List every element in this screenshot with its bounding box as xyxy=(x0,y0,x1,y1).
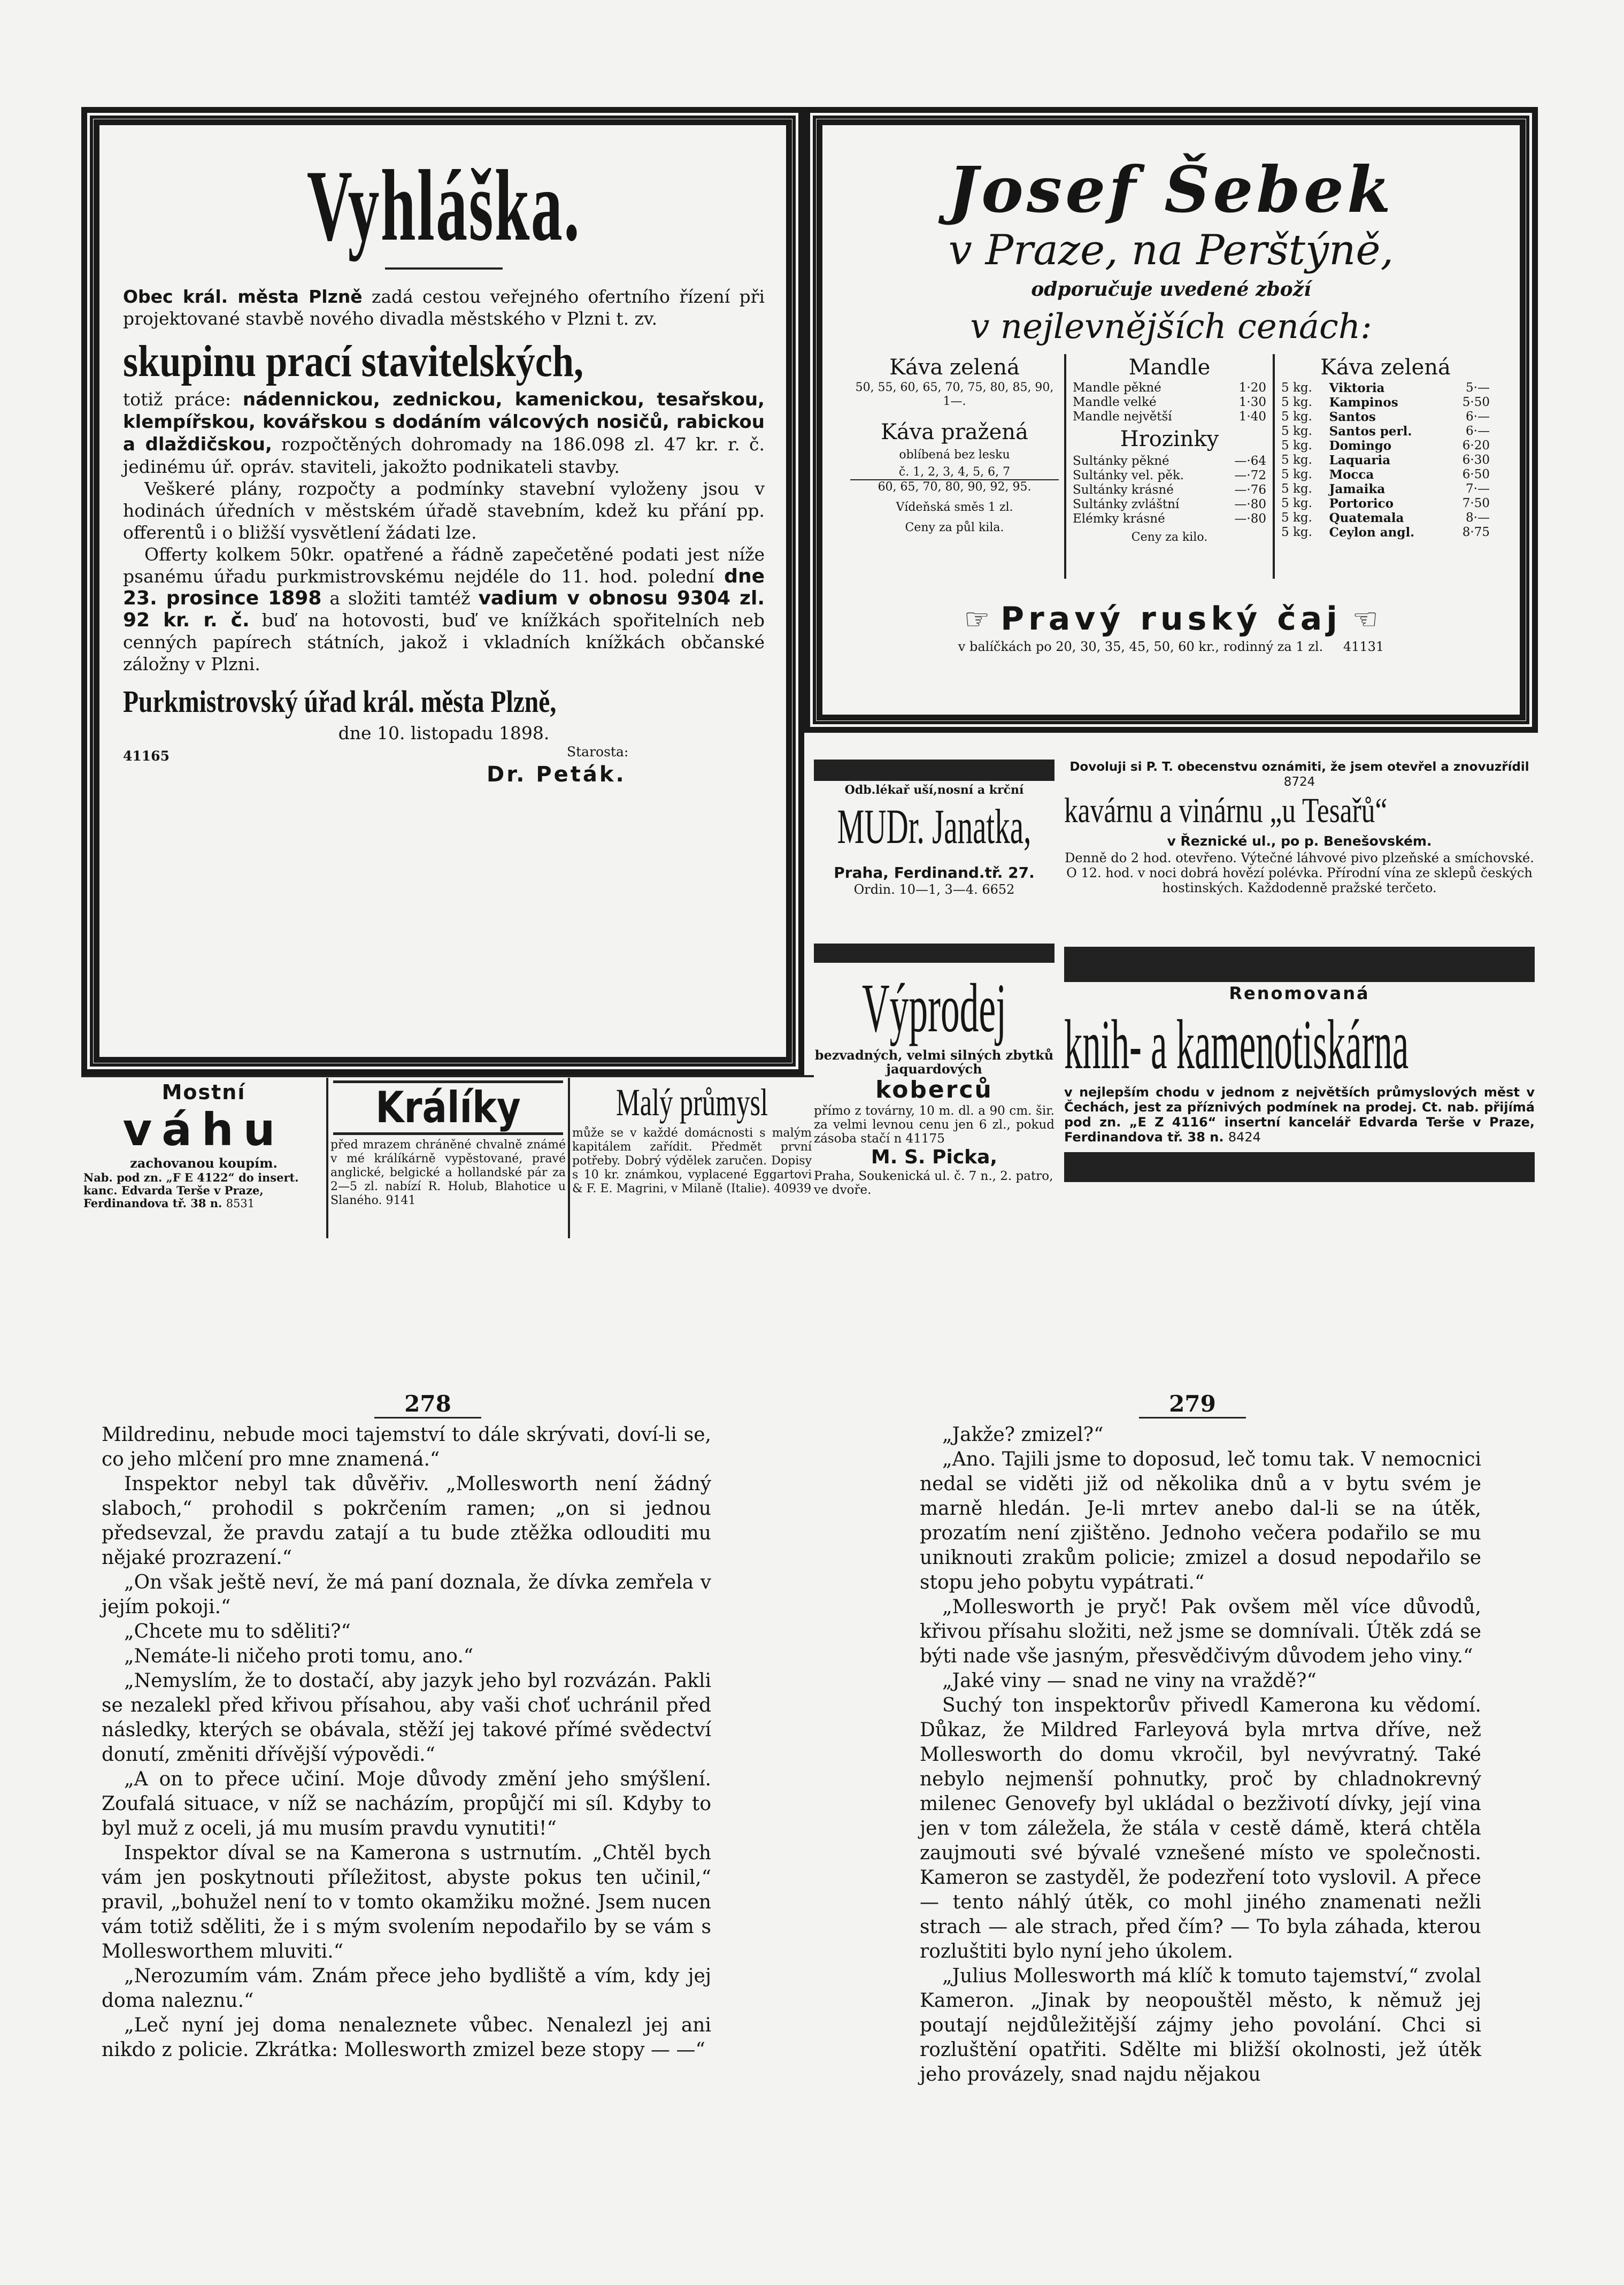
hand-right-icon: ☜ xyxy=(1352,602,1379,636)
kava-sort: Ceylon angl. xyxy=(1329,525,1415,540)
hrozinky-title: Hrozinky xyxy=(1120,427,1219,451)
hrozinky-row xyxy=(1071,497,1268,512)
mandle-price: 1·40 xyxy=(1238,410,1266,424)
renomovana-text-row xyxy=(1064,1085,1535,1145)
story-paragraph: Inspektor díval se na Kamerona s ustrnutím. „Chtěl bych vám jen poskytnouti příležitost, abyste pokus ten učinil,“ pravil, „bohužel není to v tomto okamžiku možné. Jsem nucen vám totiž sděliti, že i s mým svolením nepodařilo by se vám s Mollesworthem mluviti.“ xyxy=(102,1842,711,1962)
hrozinky-item: Sultánky zvláštní xyxy=(1073,497,1180,511)
kava-price: 7·— xyxy=(1466,482,1490,496)
kraliky-number: 9141 xyxy=(386,1194,416,1207)
intro-bold: Obec král. města Plzně xyxy=(123,286,363,307)
kava-sort: Mocca xyxy=(1329,467,1374,482)
janatka-hours-row xyxy=(814,883,1055,896)
offers-vadium: vadium v obnosu 9304 zl. 92 kr. r. č. xyxy=(123,587,765,631)
kava-right-row xyxy=(1279,410,1492,424)
tesar-ad xyxy=(1064,760,1535,941)
sebek-place: v Praze, na Perštýně, xyxy=(948,226,1394,274)
ceny-kilo: Ceny za kilo. xyxy=(1131,531,1208,544)
kava-right-row xyxy=(1279,424,1492,439)
kava-price: 6·30 xyxy=(1462,453,1490,467)
title-divider xyxy=(385,267,503,270)
renomovana-ad xyxy=(1064,947,1535,1225)
renomovana-label: Renomovaná xyxy=(1229,983,1370,1003)
page-number-left: 278 xyxy=(374,1391,481,1418)
kava-sort: Jamaika xyxy=(1329,482,1386,496)
hrozinky-item: Sultánky vel. pěk. xyxy=(1073,469,1184,482)
kava-sort: Quatemala xyxy=(1329,511,1404,525)
kava-sort: Domingo xyxy=(1329,439,1392,453)
story-paragraph: „Ano. Tajili jsme to doposud, leč tomu tak. V nemocnici nedal se viděti již od několika dnů a v bytu svém je marně hledán. Je-li mrtev anebo dal-li se na útěk, prozatím není zjištěno. Jednoho večera podařilo se mu uniknouti zrakům policie; zmizel a dosud nepodařilo se stopu jeho pobytu vypátrati.“ xyxy=(920,1448,1481,1593)
renomovana-number: 8424 xyxy=(1228,1130,1261,1145)
small-ads-divider-2 xyxy=(568,1078,570,1238)
mandle-title: Mandle xyxy=(1128,355,1211,380)
kava-price: 6·— xyxy=(1466,410,1490,424)
kava-qty: 5 kg. xyxy=(1281,496,1312,510)
kava-sort: Santos xyxy=(1329,410,1376,424)
table-divider-1 xyxy=(1064,354,1066,579)
kava-sort: Viktoria xyxy=(1329,381,1385,395)
sebek-content xyxy=(850,152,1492,690)
vaha-text-row xyxy=(83,1171,324,1210)
story-left-column xyxy=(102,1423,711,2172)
hrozinky-price: —·64 xyxy=(1234,454,1266,468)
hand-left-icon: ☞ xyxy=(964,602,990,636)
kava-zelena-col xyxy=(850,354,1059,535)
mandle-item: Mandle velké xyxy=(1073,395,1157,409)
vyhlaska-title: Vyhláška. xyxy=(306,150,581,262)
story-paragraph: „Mollesworth je pryč! Pak ovšem měl více důvodů, křivou přísahu složiti, než jsme se domnívali. Útěk zdá se býti nade vše jasným, přesvědčivým důvodem jeho viny.“ xyxy=(920,1596,1481,1667)
mandle-item: Mandle pěkné xyxy=(1073,381,1161,395)
vaha-ad xyxy=(83,1080,324,1241)
kraliky-title: Králíky xyxy=(333,1080,563,1135)
kava-right-row xyxy=(1279,467,1492,482)
prumysl-text-row xyxy=(572,1126,812,1196)
renomovana-title: knih- a kamenotiskárna xyxy=(1064,1005,1409,1084)
kava-sort: Kampinos xyxy=(1329,395,1398,410)
story-paragraph: „Nemáte-li ničeho proti tomu, ano.“ xyxy=(124,1645,474,1667)
vyprodej-text3: Praha, Soukenická ul. č. 7 n., 2. patro, ve dvoře. xyxy=(814,1169,1053,1197)
kava-price: 6·— xyxy=(1466,424,1490,438)
story-paragraph: Inspektor nebyl tak důvěřiv. „Mollesworth není žádný slaboch,“ prohodil s pokrčením ramen; „on si jednou předsevzal, že pravdu zatají a tu bude ztěžka odlouditi mu nějaké prozrazení.“ xyxy=(102,1473,711,1569)
notice-number: 41165 xyxy=(123,748,170,764)
starosta-name: Dr. Peták. xyxy=(487,762,626,787)
caj-title: Pravý ruský čaj xyxy=(1000,600,1342,638)
kava-qty: 5 kg. xyxy=(1281,410,1312,424)
mandle-price: 1·20 xyxy=(1238,381,1266,395)
kraliky-ad xyxy=(330,1080,566,1241)
janatka-hours: Ordin. 10—1, 3—4. xyxy=(853,882,978,897)
mandle-row xyxy=(1071,410,1268,424)
story-paragraph: „Nerozumím vám. Znám přece jeho bydliště a vím, kdy jej doma naleznu.“ xyxy=(102,1965,711,2012)
kava-qty: 5 kg. xyxy=(1281,381,1312,395)
intro-rest: zadá cestou veřejného ofertního řízení při projektované stavbě nového divadla městského v Plzni t. zv. xyxy=(123,286,765,329)
story-paragraph: „Chcete mu to sděliti?“ xyxy=(124,1621,351,1643)
vaha-sub: zachovanou koupím. xyxy=(130,1155,278,1171)
mandle-table xyxy=(1071,381,1268,424)
vyhlaska-heading: skupinu prací stavitelských, xyxy=(123,336,584,386)
kava-qty: 5 kg. xyxy=(1281,482,1312,496)
kava-price: 7·50 xyxy=(1462,496,1490,510)
offers-b: a složiti tamtéž xyxy=(329,588,471,609)
prumysl-number: 40939 xyxy=(774,1182,812,1195)
kava-prazena-sub: oblíbená bez lesku xyxy=(899,448,1010,462)
mandle-price: 1·30 xyxy=(1238,395,1266,409)
vyhlaska-content xyxy=(123,150,765,1032)
kraliky-text: před mrazem chráněné chvalně známé v mé králíkárně vypěstované, pravé anglické, belgické a hollandské pár za 2—5 zl. nabízí R. Holub, Blahotice u Slaného. xyxy=(330,1138,566,1207)
sebek-table xyxy=(850,354,1492,611)
hrozinky-price: —·80 xyxy=(1234,512,1266,526)
vaha-number: 8531 xyxy=(226,1197,255,1210)
janatka-top: Odb.lékař uší,nosní a krční xyxy=(844,783,1024,797)
caj-sub: v balíčkách po 20, 30, 35, 45, 50, 60 kr., rodinný za 1 zl. xyxy=(958,639,1323,654)
kava-right-row xyxy=(1279,439,1492,453)
kava-right-table xyxy=(1279,381,1492,540)
kava-right-row xyxy=(1279,395,1492,410)
renomovana-bar-bottom xyxy=(1064,1152,1535,1182)
vyprodej-title: Výprodej xyxy=(861,970,1007,1047)
story-paragraph: „Leč nyní jej doma nenaleznete vůbec. Nenalezl jej ani nikdo z policie. Zkrátka: Mollesworth zmizel beze stopy — —“ xyxy=(102,2014,711,2061)
kava-qty: 5 kg. xyxy=(1281,439,1312,453)
prumysl-ad xyxy=(572,1080,812,1241)
mandle-col xyxy=(1071,354,1268,545)
kava-qty: 5 kg. xyxy=(1281,511,1312,525)
renomovana-text: v nejlepším chodu v jednom z největších průmyslových měst v Čechách, jest za příznivých podmínek na prodej. Ct. nab. přijímá pod zn. „E Z 4116“ insertní kancelář Edvarda Terše v Praze, Ferdinandova tř. 38 n. xyxy=(1064,1085,1535,1145)
story-paragraph: „Nemyslím, že to dostačí, aby jazyk jeho byl rozvázán. Pakli se nezalekl před křivou přísahou, aby vaši choť uchránil před následky, kterých se obávala, stěží jej takové přímé svědectví donutí, změniti dřívější výpovědi.“ xyxy=(102,1670,711,1766)
kava-right-row xyxy=(1279,496,1492,511)
vaha-big: váhu xyxy=(122,1103,285,1156)
kava-qty: 5 kg. xyxy=(1281,467,1312,481)
vidensky: Vídeňská směs 1 zl. xyxy=(896,501,1013,514)
kava-price: 6·20 xyxy=(1462,439,1490,453)
vyprodej-ad xyxy=(814,968,1055,1236)
hrozinky-row xyxy=(1071,454,1268,469)
offers-a: Offerty kolkem 50kr. opatřené a řádně zapečetěné podati jest níže psanému úřadu purkmistrovskému nejdéle do 11. hod. polední xyxy=(123,544,765,587)
small-ads-divider-1 xyxy=(326,1078,328,1238)
story-paragraph: „Julius Mollesworth má klíč k tomuto tajemství,“ zvolal Kameron. „Jinak by neopouštěl město, k němuž jej poutají nejdůležitější zájmy jeho povolání. Chci si rozluštění opatřiti. Sdělte mi bližší okolnosti, jež útěk jeho provázely, snad najdu nějakou xyxy=(920,1965,1481,2085)
table-divider-2 xyxy=(1273,354,1275,579)
vyprodej-text1: bezvadných, velmi silných zbytků jaquardových xyxy=(814,1047,1054,1077)
hrozinky-price: —·80 xyxy=(1234,497,1266,511)
kava-right-title: Káva zelená xyxy=(1320,355,1451,380)
tesar-title: kavárnu a vinárnu „u Tesařů“ xyxy=(1064,791,1388,830)
caj-sub-row xyxy=(850,638,1492,656)
starosta-label: Starosta: xyxy=(567,744,629,760)
story-paragraph: Mildredinu, nebude moci tajemství to dále skrývati, doví-li se, co jeho mlčení pro mne znamená.“ xyxy=(102,1424,711,1470)
sebek-name: Josef Šebek xyxy=(948,152,1394,227)
signature-row xyxy=(123,744,765,792)
story-paragraph: Suchý ton inspektorův přivedl Kamerona ku vědomí. Důkaz, že Mildred Farleyová byla mrtva dříve, než Mollesworth do domu vkročil, byl nevývratný. Také nebylo nejmenší pohnutky, proč by chladnokrevný milenec Genovefy byl ukládal o bezživotí dívky, její vina jen v tom záležela, že stála v cestě dámě, která chtěla zaujmouti své bývalé vznešené místo ve společnosti. Kameron se zastyděl, že podezření toto vyslovil. A přece — tento náhlý útěk, co mohl jiného znamenati nežli strach — ale strach, před čím? — To byla záhada, kterou rozluštiti bylo nyní jeho úkolem. xyxy=(920,1694,1481,1962)
kava-price: 5·50 xyxy=(1462,395,1490,409)
hrozinky-price: —·76 xyxy=(1234,483,1266,497)
janatka-name: MUDr. Janatka, xyxy=(837,799,1032,854)
sebek-recommends: odporučuje uvedené zboží xyxy=(1031,278,1311,301)
mandle-item: Mandle největší xyxy=(1073,410,1172,424)
works-text xyxy=(123,388,765,478)
mandle-row xyxy=(1071,381,1268,395)
kava-right-row xyxy=(1279,381,1492,395)
offers-c: buď na hotovosti, buď ve knížkách spořitelních neb cenných papírech státních, jakož i vkladních knížkách občanské záložny v Plzni. xyxy=(123,610,765,674)
kava-sort: Portorico xyxy=(1329,496,1394,511)
tesar-text: Denně do 2 hod. otevřeno. Výtečné láhvové pivo plzeňské a smíchovské. O 12. hod. v noci dobrá hovězí polévka. Přírodní vína ze sklepů českých hostinských. Každodenně pražské terčeto. xyxy=(1065,850,1534,895)
kava-right-row xyxy=(1279,511,1492,525)
kava-sort: Santos perl. xyxy=(1329,424,1412,439)
kava-qty: 5 kg. xyxy=(1281,453,1312,467)
vyprodej-koberc: koberců xyxy=(875,1076,993,1103)
kava-price: 8·75 xyxy=(1462,525,1490,539)
prumysl-title: Malý průmysl xyxy=(615,1081,768,1124)
vyprodej-picka: M. S. Picka, xyxy=(871,1146,998,1168)
story-paragraph: „On však ještě neví, že má paní doznala, že dívka zemřela v jejím pokoji.“ xyxy=(102,1571,711,1618)
sebek-number: 41131 xyxy=(1343,639,1384,654)
kava-qty: 5 kg. xyxy=(1281,424,1312,438)
kava-price: 6·50 xyxy=(1462,467,1490,481)
kava-qty: 5 kg. xyxy=(1281,525,1312,539)
tesar-intro-row xyxy=(1064,760,1535,789)
hrozinky-item: Elémky krásné xyxy=(1073,512,1165,526)
para-plans: Veškeré plány, rozpočty a podmínky stavební vyloženy jsou v hodinách úředních v městském úřadě stavebním, kdež ku přání pp. offerentů i o bližší vysvětlení žádati lze. xyxy=(123,478,765,543)
hrozinky-row xyxy=(1071,469,1268,483)
kava-price: 8·— xyxy=(1466,511,1490,525)
kava-qty: 5 kg. xyxy=(1281,395,1312,409)
kava-zelena-title: Káva zelená xyxy=(889,355,1020,380)
vaha-text: Nab. pod zn. „F E 4122“ do insert. kanc. Edvarda Terše v Praze, Ferdinandova tř. 38 n. xyxy=(83,1171,299,1210)
office-name: Purkmistrovský úřad král. města Plzně, xyxy=(123,684,557,719)
renomovana-bar-top xyxy=(1064,947,1535,982)
prumysl-text: může se v každé domácnosti s malým kapitálem zařídit. Předmět první potřeby. Dobrý výdělek zaručen. Dopisy s 10 kr. známkou, vyplacené Eggartovi & F. E. Magrini, v Milaně (Italie). xyxy=(572,1126,812,1195)
hrozinky-price: —·72 xyxy=(1234,469,1266,482)
kava-right-row xyxy=(1279,482,1492,496)
story-paragraph: „Jakže? zmizel?“ xyxy=(942,1424,1104,1446)
story-paragraph: „Jaké viny — snad ne viny na vraždě?“ xyxy=(942,1670,1317,1692)
kava-right-row xyxy=(1279,453,1492,467)
hrozinky-table xyxy=(1071,454,1268,526)
janatka-address: Praha, Ferdinand.tř. 27. xyxy=(834,864,1035,881)
hrozinky-row xyxy=(1071,483,1268,497)
kava-prazena-row2: 60, 65, 70, 80, 90, 92, 95. xyxy=(850,479,1059,494)
janatka-ad xyxy=(814,760,1055,963)
kava-prazena-row1: č. 1, 2, 3, 4, 5, 6, 7 xyxy=(898,465,1011,479)
story-right-column xyxy=(920,1423,1481,2172)
mandle-row xyxy=(1071,395,1268,410)
para-offers xyxy=(123,543,765,675)
janatka-number: 6652 xyxy=(982,882,1015,897)
works-rest: rozpočtěných dohromady na 186.098 zl. 47 kr. r. č. jedinému úř. opráv. staviteli, jakožto podnikateli stavby. xyxy=(123,434,765,477)
kava-right-row xyxy=(1279,525,1492,540)
intro-text xyxy=(123,286,765,329)
offers-date: dne 23. prosince 1898 xyxy=(123,565,765,609)
sebek-prices: v nejlevnějších cenách: xyxy=(970,307,1372,347)
works-prefix: totiž práce: xyxy=(123,389,231,410)
kava-right-col xyxy=(1279,354,1492,540)
tesar-number: 8724 xyxy=(1283,775,1315,789)
hrozinky-item: Sultánky pěkné xyxy=(1073,454,1169,468)
kava-zelena-line: 50, 55, 60, 65, 70, 75, 80, 85, 90, 1—. xyxy=(855,381,1054,408)
tesar-intro: Dovoluji si P. T. obecenstvu oznámiti, že jsem otevřel a znovuzřídil xyxy=(1069,760,1529,774)
story-paragraph: „A on to přece učiní. Moje důvody změní jeho smýšlení. Zoufalá situace, v níž se nacházím, propůjčí mi síl. Kdyby to byl muž z oceli, já mu musím pravdu vynutiti!“ xyxy=(102,1768,711,1839)
works-bold: nádennickou, zednickou, kamenickou, tesařskou, klempířskou, kovářskou s dodáním válcových nosičů, rabickou a dlaždičskou, xyxy=(123,389,765,455)
kava-price: 5·— xyxy=(1466,381,1490,395)
hrozinky-item: Sultánky krásné xyxy=(1073,483,1174,497)
page-number-right: 279 xyxy=(1139,1391,1246,1418)
kraliky-text-row xyxy=(330,1138,566,1208)
office-date: dne 10. listopadu 1898. xyxy=(338,723,550,743)
vaha-title: Mostní xyxy=(161,1080,246,1104)
kava-prazena-title: Káva pražená xyxy=(881,420,1028,444)
small-ads-top-rule xyxy=(81,1075,814,1077)
hrozinky-row xyxy=(1071,512,1268,526)
ceny-pul: Ceny za půl kila. xyxy=(905,521,1004,534)
kava-sort: Laquaria xyxy=(1329,453,1391,467)
tesar-sub: v Řeznické ul., po p. Benešovském. xyxy=(1167,833,1432,849)
vyprodej-text2: přímo z továrny, 10 m. dl. a 90 cm. šir. za velmi levnou cenu jen 6 zl., pokud zásoba stačí n 41175 xyxy=(814,1104,1055,1146)
